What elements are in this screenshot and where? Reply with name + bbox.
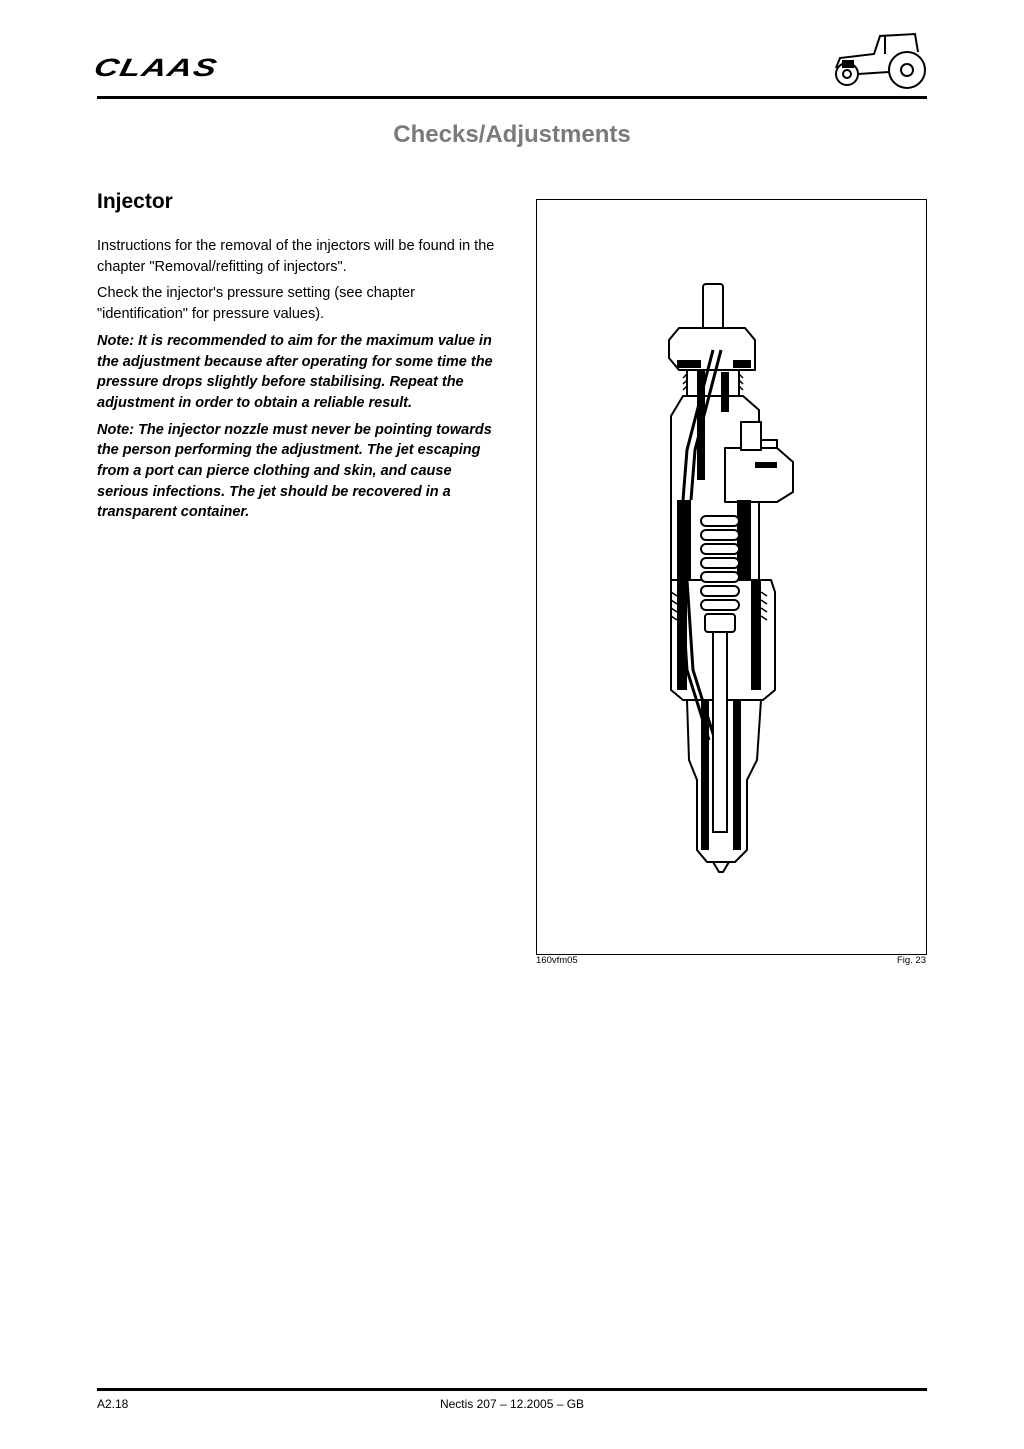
footer-rule (97, 1388, 927, 1391)
injector-cross-section (537, 200, 926, 954)
body-text (97, 236, 497, 529)
claas-logo: CLAAS (91, 54, 221, 82)
figure-number: Fig. 23 (896, 955, 926, 966)
paragraph: Instructions for the removal of the injectors will be found in the chapter "Removal/refitting of injectors". (97, 238, 495, 275)
page-title: Checks/Adjustments (393, 121, 631, 148)
tractor-icon (830, 30, 928, 92)
figure-reference: 160vfm05 (536, 955, 578, 966)
note: Note: The injector nozzle must never be pointing towards the person performing the adjustment. The jet escaping from a port can pierce clothing and skin, and cause serious infections. The jet should be recovered in a transparent container. (97, 421, 492, 521)
note: Note: It is recommended to aim for the maximum value in the adjustment because after operating for some time the pressure drops slightly before stabilising. Repeat the adjustment in order to obtain a reliable result. (97, 332, 493, 411)
paragraph: Check the injector's pressure setting (see chapter "identification" for pressure values). (97, 285, 415, 323)
document-reference: Nectis 207 – 12.2005 – GB (439, 1397, 585, 1411)
section-title: Injector (97, 190, 173, 213)
header-rule (97, 96, 927, 99)
figure-frame (536, 199, 927, 955)
page-number: A2.18 (97, 1397, 129, 1411)
